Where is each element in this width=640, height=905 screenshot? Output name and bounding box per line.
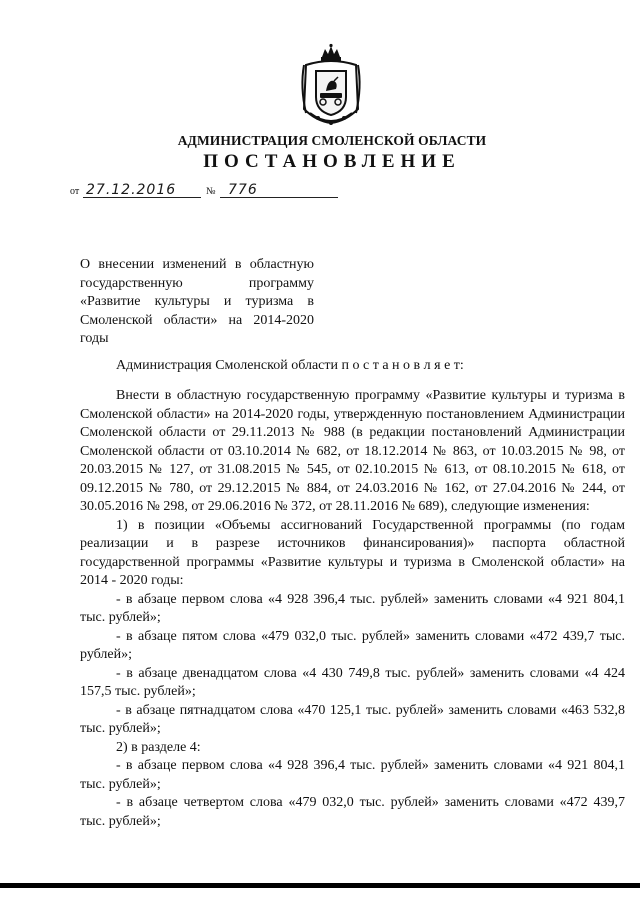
document-subject: О внесении изменений в областную государственную программу «Развитие культуры и туризма в Смоленской области» на 2014-2020 годы <box>80 257 314 347</box>
document-number: 776 <box>228 182 258 198</box>
body-paragraph: - в абзаце пятнадцатом слова «470 125,1 тыс. рублей» заменить словами «463 532,8 тыс. рублей»; <box>80 702 625 736</box>
document-body <box>80 387 625 831</box>
body-paragraph: - в абзаце пятом слова «479 032,0 тыс. рублей» заменить словами «472 439,7 тыс. рублей»; <box>80 628 625 662</box>
number-prefix-label: № <box>206 186 216 197</box>
body-paragraph: - в абзаце четвертом слова «479 032,0 тыс. рублей» заменить словами «472 439,7 тыс. рублей»; <box>80 795 625 829</box>
date-number-line <box>70 176 370 200</box>
body-paragraph: 2) в разделе 4: <box>116 739 201 755</box>
document-type-title: ПОСТАНОВЛЕНИЕ <box>203 151 461 172</box>
decree-text: Администрация Смоленской области п о с т а н о в л я е т: <box>116 358 464 373</box>
decree-line <box>80 357 625 376</box>
body-paragraph: Внести в областную государственную программу «Развитие культуры и туризма в Смоленской области» на 2014-2020 годы, утвержденную постановлением Администрации Смоленской области от 29.11.2013 № 988 (в редакции постановлений Администрации Смоленской области от 03.10.2014 № 682, от 18.12.2014 № 863, от 10.03.2015 № 98, от 20.03.2015 № 127, от 31.08.2015 № 545, от 02.10.2015 № 613, от 08.10.2015 № 618, от 09.12.2015 № 780, от 29.12.2015 № 884, от 24.03.2016 № 162, от 27.04.2016 № 244, от 30.05.2016 № 298, от 29.06.2016 № 372, от 28.11.2016 № 689), следующие изменения: <box>80 388 625 514</box>
bottom-rule <box>0 883 640 888</box>
body-paragraph: - в абзаце двенадцатом слова «4 430 749,8 тыс. рублей» заменить словами «4 424 157,5 тыс. рублей»; <box>80 665 625 699</box>
body-paragraph: - в абзаце первом слова «4 928 396,4 тыс. рублей» заменить словами «4 921 804,1 тыс. рублей»; <box>80 591 625 625</box>
body-paragraph: 1) в позиции «Объемы ассигнований Государственной программы (по годам реализации и в разрезе источников финансирования)» паспорта областной государственной программы «Развитие культуры и туризма в Смоленской области» на 2014 - 2020 годы: <box>80 517 625 588</box>
body-paragraph: - в абзаце первом слова «4 928 396,4 тыс. рублей» заменить словами «4 921 804,1 тыс. рублей»; <box>80 758 625 792</box>
document-date: 27.12.2016 <box>86 182 177 198</box>
organization-title: АДМИНИСТРАЦИЯ СМОЛЕНСКОЙ ОБЛАСТИ <box>177 133 487 148</box>
date-prefix-label: от <box>70 186 80 197</box>
coat-of-arms-emblem <box>296 43 366 129</box>
